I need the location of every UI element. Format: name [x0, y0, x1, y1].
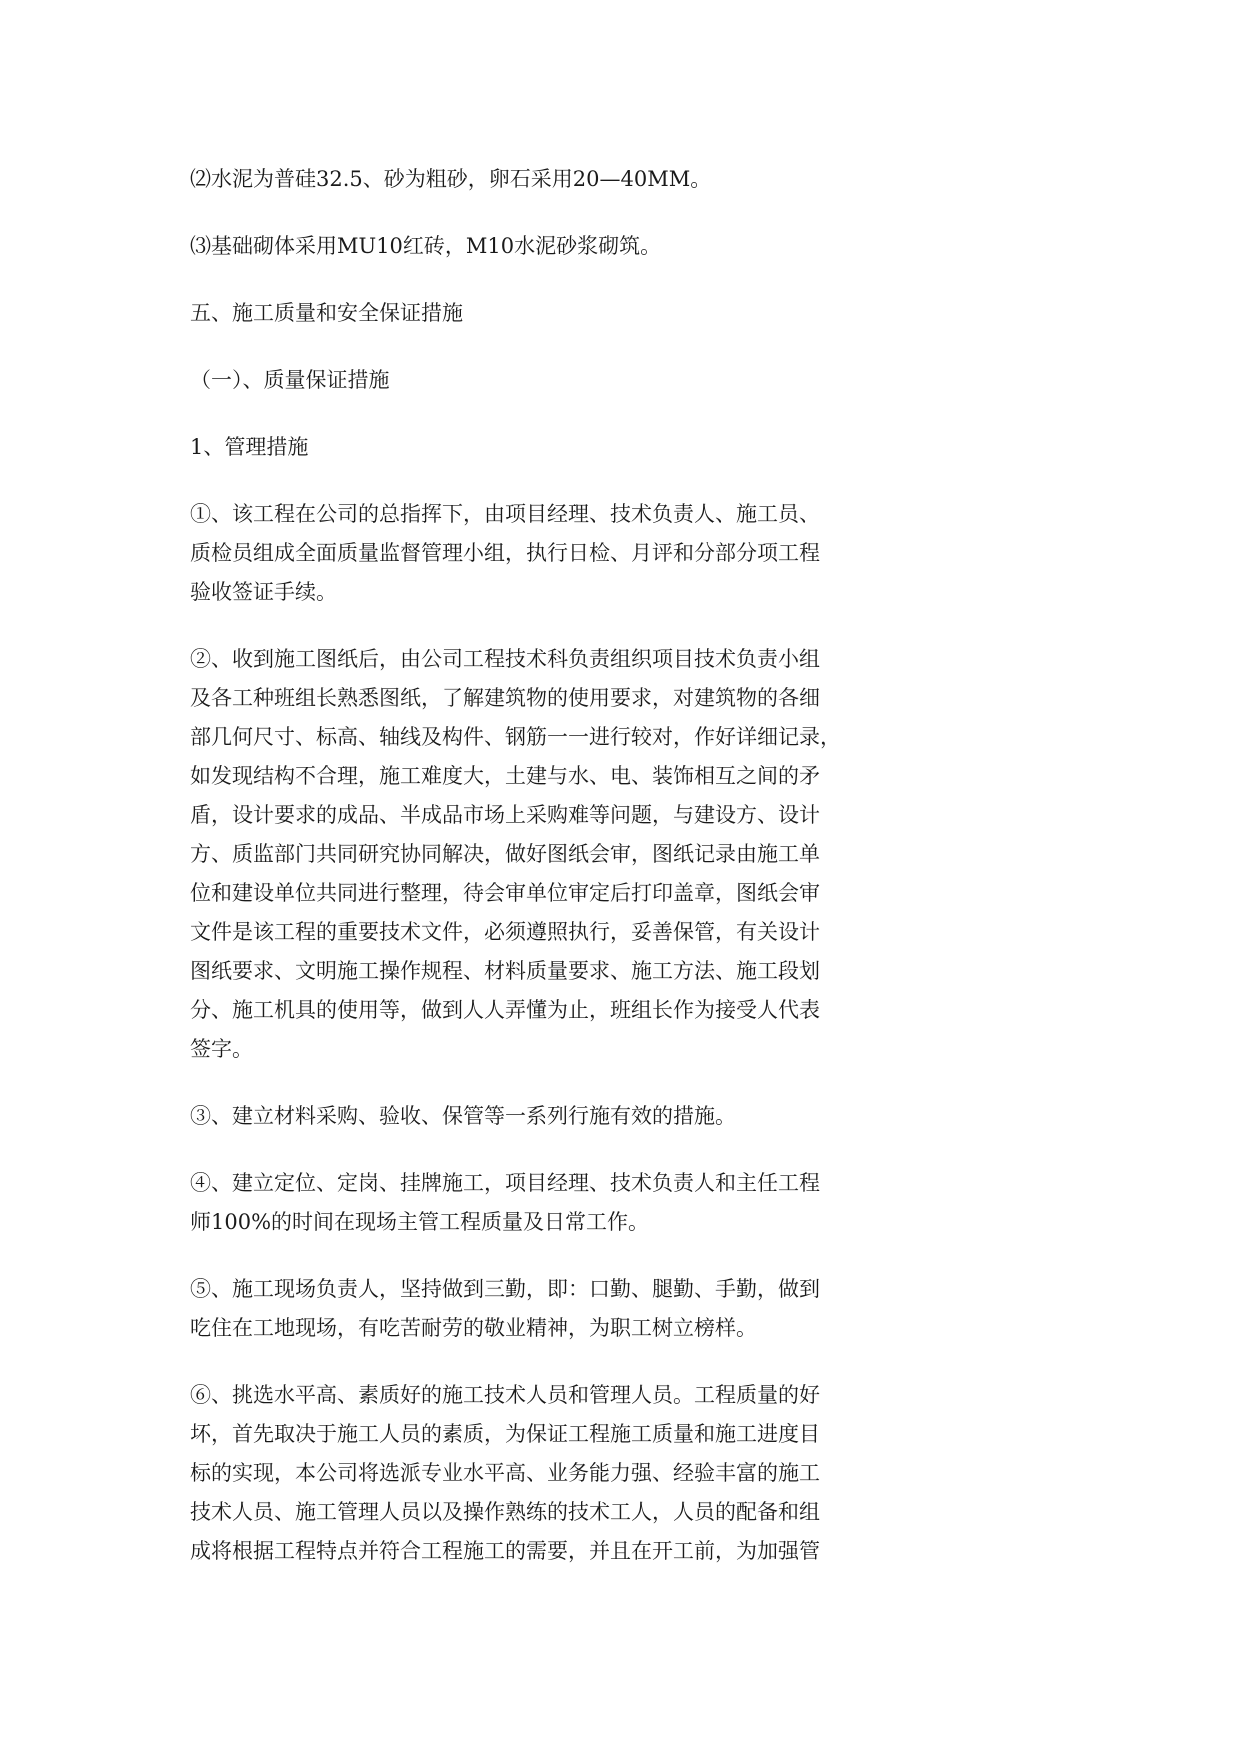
text-line: ⑶基础砌体采用MU10红砖，M10水泥砂浆砌筑。 — [190, 234, 662, 258]
paragraph-item-4 — [190, 1164, 860, 1242]
text-line: 文件是该工程的重要技术文件，必须遵照执行，妥善保管，有关设计 — [190, 920, 820, 944]
text-line: 技术人员、施工管理人员以及操作熟练的技术工人，人员的配备和组 — [190, 1500, 820, 1524]
paragraph-masonry — [190, 227, 860, 266]
text-line: 如发现结构不合理，施工难度大，土建与水、电、装饰相互之间的矛 — [190, 764, 820, 788]
text-line: 签字。 — [190, 1037, 253, 1061]
paragraph-item-2 — [190, 640, 860, 1069]
text-line: 图纸要求、文明施工操作规程、材料质量要求、施工方法、施工段划 — [190, 959, 820, 983]
text-line: ③、建立材料采购、验收、保管等一系列行施有效的措施。 — [190, 1104, 736, 1128]
text-line: ⑤、施工现场负责人，坚持做到三勤，即：口勤、腿勤、手勤，做到 — [190, 1277, 820, 1301]
paragraph-item-6 — [190, 1376, 860, 1571]
text-line: 及各工种班组长熟悉图纸，了解建筑物的使用要求，对建筑物的各细 — [190, 686, 820, 710]
text-line: 吃住在工地现场，有吃苦耐劳的敬业精神，为职工树立榜样。 — [190, 1316, 757, 1340]
paragraph-cement-sand — [190, 160, 860, 199]
text-line: 坏，首先取决于施工人员的素质，为保证工程施工质量和施工进度目 — [190, 1422, 820, 1446]
text-line: 标的实现，本公司将选派专业水平高、业务能力强、经验丰富的施工 — [190, 1461, 820, 1485]
text-line: ④、建立定位、定岗、挂牌施工，项目经理、技术负责人和主任工程 — [190, 1171, 820, 1195]
text-line: 位和建设单位共同进行整理，待会审单位审定后打印盖章，图纸会审 — [190, 881, 820, 905]
text-line: ⑵水泥为普硅32.5、砂为粗砂，卵石采用20—40MM。 — [190, 167, 712, 191]
text-line: ①、该工程在公司的总指挥下，由项目经理、技术负责人、施工员、 — [190, 502, 820, 526]
text-line: 盾，设计要求的成品、半成品市场上采购难等问题，与建设方、设计 — [190, 803, 820, 827]
paragraph-item-1 — [190, 495, 860, 612]
text-line: 部几何尺寸、标高、轴线及构件、钢筋一一进行较对，作好详细记录， — [190, 725, 841, 749]
text-line: 验收签证手续。 — [190, 580, 337, 604]
text-line: 成将根据工程特点并符合工程施工的需要，并且在开工前，为加强管 — [190, 1539, 820, 1563]
text-line: （一）、质量保证措施 — [190, 368, 390, 392]
paragraph-item-3 — [190, 1097, 860, 1136]
paragraph-item-5 — [190, 1270, 860, 1348]
text-line: ②、收到施工图纸后，由公司工程技术科负责组织项目技术负责小组 — [190, 647, 820, 671]
item-heading — [190, 428, 860, 467]
text-line: 1、管理措施 — [190, 435, 309, 459]
section-heading — [190, 294, 860, 333]
text-line: 五、施工质量和安全保证措施 — [190, 301, 463, 325]
document-body — [190, 160, 860, 1599]
text-line: 师100%的时间在现场主管工程质量及日常工作。 — [190, 1210, 650, 1234]
text-line: 分、施工机具的使用等，做到人人弄懂为止，班组长作为接受人代表 — [190, 998, 820, 1022]
text-line: 质检员组成全面质量监督管理小组，执行日检、月评和分部分项工程 — [190, 541, 820, 565]
text-line: ⑥、挑选水平高、素质好的施工技术人员和管理人员。工程质量的好 — [190, 1383, 820, 1407]
text-line: 方、质监部门共同研究协同解决，做好图纸会审，图纸记录由施工单 — [190, 842, 820, 866]
subsection-heading — [190, 361, 860, 400]
